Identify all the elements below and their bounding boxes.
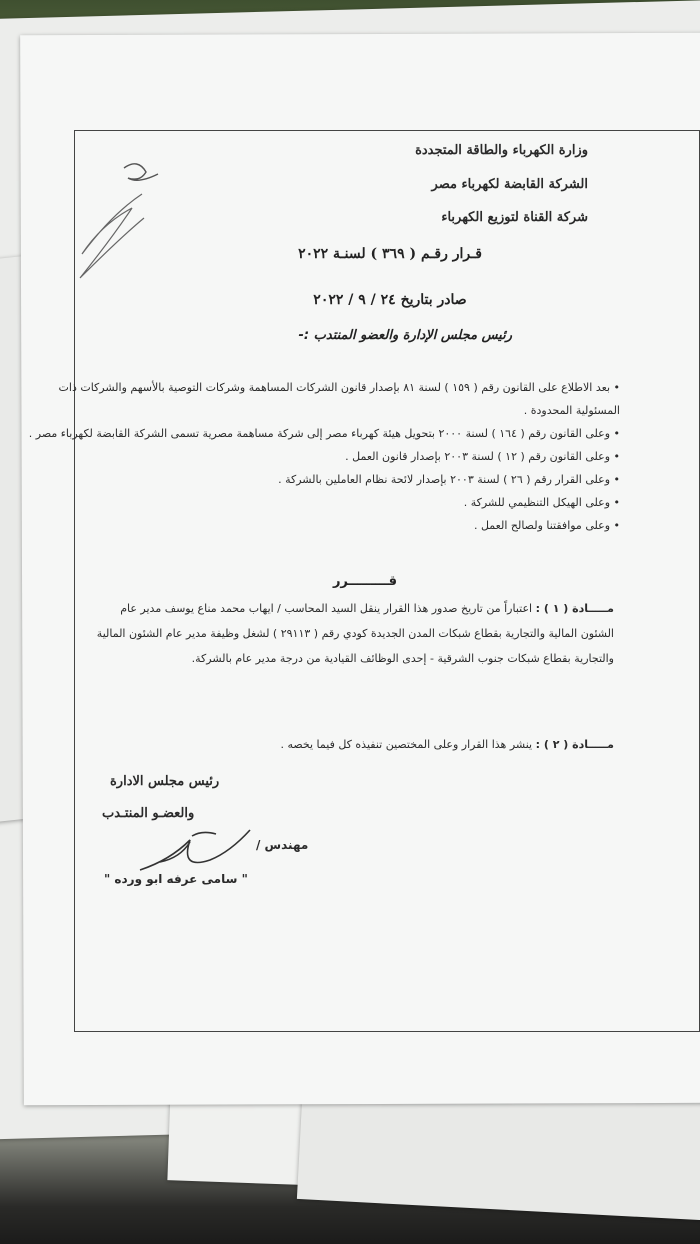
preamble-list bbox=[28, 376, 620, 537]
company-name: شركة القناة لتوزيع الكهرباء bbox=[441, 210, 588, 225]
decision-title: قـرار رقـم ( ٣٦٩ ) لسنـة ٢٠٢٢ bbox=[298, 246, 482, 262]
engineer-prefix: مهندس / bbox=[256, 838, 309, 852]
holding-company-name: الشركة القابضة لكهرباء مصر bbox=[431, 177, 588, 192]
article-label: مـــــادة ( ٢ ) : bbox=[535, 738, 614, 751]
preamble-item: • وعلى الهيكل التنظيمي للشركة . bbox=[463, 496, 620, 509]
issue-date: صادر بتاريخ ٢٤ / ٩ / ٢٠٢٢ bbox=[313, 292, 467, 308]
preamble-item: • بعد الاطلاع على القانون رقم ( ١٥٩ ) لسنة ٨١ بإصدار قانون الشركات المساهمة وشركات التوصية بالأسهم والشركات ذات bbox=[58, 381, 620, 394]
addressee-line: رئيس مجلس الإدارة والعضو المنتدب :- bbox=[298, 328, 512, 343]
article-2 bbox=[92, 732, 614, 757]
preamble-item: • وعلى القرار رقم ( ٢٦ ) لسنة ٢٠٠٣ بإصدار لائحة نظام العاملين بالشركة . bbox=[278, 473, 620, 486]
initials-scribble bbox=[54, 150, 174, 280]
preamble-item: • وعلى القانون رقم ( ١٢ ) لسنة ٢٠٠٣ بإصدار قانون العمل . bbox=[345, 450, 620, 463]
decides-heading: قـــــــــرر bbox=[332, 574, 398, 589]
signatory-title-line1: رئيس مجلس الادارة bbox=[110, 774, 220, 789]
article-text: اعتباراً من تاريخ صدور هذا القرار ينقل السيد المحاسب / ايهاب محمد مناع يوسف مدير عام الشئون المالية والتجارية بقطاع شبكات المدن الجديدة كودي رقم ( ٢٩١١٣ ) لشغل وظيفة مدير عام الشئون المالية والتجارية بقطاع شبكات جنوب الشرقية - إحدى الوظائف القيادية من درجة مدير عام بالشركة. bbox=[96, 602, 614, 665]
preamble-item: • وعلى القانون رقم ( ١٦٤ ) لسنة ٢٠٠٠ بتحويل هيئة كهرباء مصر إلى شركة مساهمة مصرية تسمى الشركة القابضة لكهرباء مصر . bbox=[28, 427, 620, 440]
signatory-title-line2: والعضـو المنتـدب bbox=[102, 806, 195, 821]
signatory-name: " سامى عرفه ابو ورده " bbox=[104, 872, 248, 886]
article-label: مـــــادة ( ١ ) : bbox=[535, 602, 614, 615]
article-1 bbox=[92, 596, 614, 671]
preamble-item: المسئولية المحدودة . bbox=[523, 404, 620, 417]
preamble-item: • وعلى موافقتنا ولصالح العمل . bbox=[473, 519, 620, 532]
article-text: ينشر هذا القرار وعلى المختصين تنفيذه كل فيما يخصه . bbox=[280, 738, 533, 751]
ministry-name: وزارة الكهرباء والطاقة المتجددة bbox=[415, 143, 588, 158]
